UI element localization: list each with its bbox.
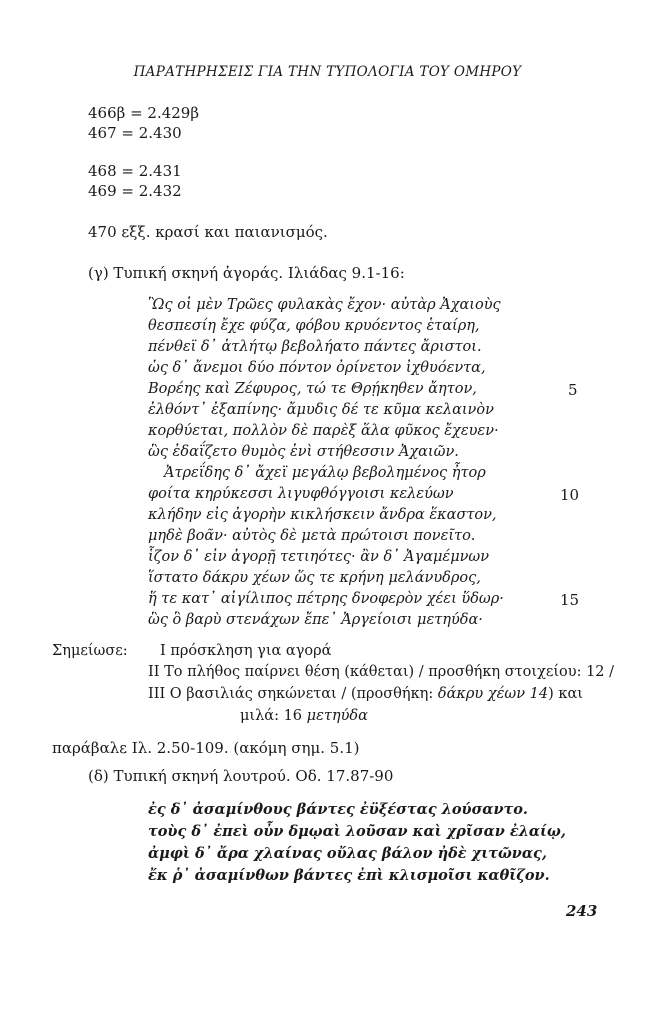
verse-line: ὣς ὃ βαρὺ στενάχων ἔπε᾽ Ἀργείοισι μετηύδα· (148, 612, 483, 628)
section-g-heading: (γ) Τυπική σκηνή ἀγοράς. Ιλιάδας 9.1-16: (88, 264, 405, 282)
line-number: 5 (568, 381, 578, 399)
equivalence-line: 467 = 2.430 (88, 124, 182, 142)
verse-line: ἀμφὶ δ᾽ ἄρα χλαίνας οὔλας βάλον ἠδὲ χιτῶνας, (148, 845, 547, 862)
line-number: 15 (560, 591, 580, 609)
equivalence-line: 469 = 2.432 (88, 182, 182, 200)
verse-line: κορθύεται, πολλὸν δὲ παρὲξ ἅλα φῦκος ἔχευεν· (148, 423, 499, 439)
verse-line: ἔκ ῥ᾽ ἀσαμίνθων βάντες ἐπὶ κλισμοῖσι καθῖζον. (148, 867, 550, 884)
verse-line: πένθεϊ δ᾽ ἀτλήτῳ βεβολήατο πάντες ἄριστοι. (148, 339, 482, 355)
verse-line: ἷζον δ᾽ εἰν ἀγορῇ τετιηότες· ἂν δ᾽ Ἀγαμέμνων (148, 549, 490, 565)
verse-line: ἐς δ᾽ ἀσαμίνθους βάντες ἐϋξέστας λούσαντο. (148, 801, 528, 818)
page-number: 243 (566, 902, 598, 920)
line-number: 10 (560, 486, 580, 504)
equivalence-line: 466β = 2.429β (88, 104, 200, 122)
verse-line: τοὺς δ᾽ ἐπεὶ οὖν δμῳαὶ λοῦσαν καὶ χρῖσαν ἐλαίῳ, (148, 823, 566, 840)
note-item: II Το πλήθος παίρνει θέση (κάθεται) / προσθήκη στοιχείου: 12 / (148, 664, 615, 680)
verse-line: Ἀτρεΐδης δ᾽ ἄχεϊ μεγάλῳ βεβολημένος ἦτορ (164, 465, 486, 481)
verse-line: κλήδην εἰς ἀγορὴν κικλήσκειν ἄνδρα ἕκαστον, (148, 507, 497, 523)
equivalence-line: 468 = 2.431 (88, 162, 182, 180)
cross-reference: παράβαλε Ιλ. 2.50-109. (ακόμη σημ. 5.1) (52, 739, 360, 757)
note-item: μιλά: 16 μετηύδα (240, 708, 368, 724)
verse-line: μηδὲ βοᾶν· αὐτὸς δὲ μετὰ πρώτοισι πονεῖτο. (148, 528, 476, 544)
line-470-note: 470 εξξ. κρασί και παιανισμός. (88, 223, 328, 241)
note-item: III Ο βασιλιάς σηκώνεται / (προσθήκη: δάκρυ χέων 14) και (148, 686, 583, 702)
verse-line: ἵστατο δάκρυ χέων ὥς τε κρήνη μελάνυδρος, (148, 570, 481, 586)
verse-line: φοίτα κηρύκεσσι λιγυφθόγγοισι κελεύων (148, 486, 454, 502)
verse-line: Ὣς οἱ μὲν Τρῶες φυλακὰς ἔχον· αὐτὰρ Ἀχαιοὺς (148, 297, 501, 313)
verse-line: ὣς ἐδαΐζετο θυμὸς ἐνὶ στήθεσσιν Ἀχαιῶν. (148, 444, 459, 460)
notes-label: Σημείωσε: (52, 643, 128, 659)
verse-line: ὡς δ᾽ ἄνεμοι δύο πόντον ὀρίνετον ἰχθυόεντα, (148, 360, 486, 376)
verse-line: Βορέης καὶ Ζέφυρος, τώ τε Θρῄκηθεν ἄητον, (148, 381, 477, 397)
note-item: Ι πρόσκληση για αγορά (160, 643, 332, 659)
running-header: ΠΑΡΑΤΗΡΗΣΕΙΣ ΓΙΑ ΤΗΝ ΤΥΠΟΛΟΓΙΑ ΤΟΥ ΟΜΗΡΟΥ (133, 64, 522, 80)
verse-line: θεσπεσίη ἔχε φύζα, φόβου κρυόεντος ἑταίρη, (148, 318, 480, 334)
section-d-heading: (δ) Τυπική σκηνή λουτρού. Οδ. 17.87-90 (88, 767, 394, 785)
verse-line: ἐλθόντ᾽ ἐξαπίνης· ἄμυδις δέ τε κῦμα κελαινὸν (148, 402, 494, 418)
verse-line: ἥ τε κατ᾽ αἰγίλιπος πέτρης δνοφερὸν χέει ὕδωρ· (148, 591, 504, 607)
